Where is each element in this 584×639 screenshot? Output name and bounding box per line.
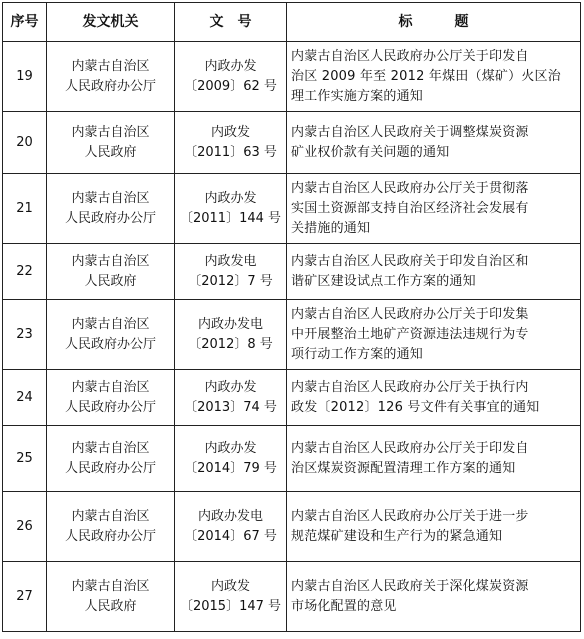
doc-number-line: 〔2015〕147 号 — [179, 598, 282, 614]
title-line: 中开展整治土地矿产资源违法违规行为专 — [291, 326, 529, 342]
issuer-line: 内蒙古自治区 — [71, 379, 150, 395]
doc-number-line: 内政发电 — [204, 253, 257, 269]
title-line: 谐矿区建设试点工作方案的通知 — [291, 273, 476, 289]
issuer-line: 人民政府办公厅 — [64, 399, 156, 415]
issuer-cell — [47, 492, 175, 562]
doc-number-line: 内政办发 — [204, 379, 257, 395]
doc-number-cell — [175, 42, 287, 112]
table-row — [3, 562, 581, 632]
doc-number-line: 内政办发 — [204, 190, 257, 206]
doc-number-line: 内政发 — [210, 578, 250, 594]
issuer-cell — [47, 42, 175, 112]
title-cell — [287, 112, 581, 174]
issuer-line: 内蒙古自治区 — [71, 316, 150, 332]
table-row — [3, 244, 581, 300]
issuer-line: 人民政府办公厅 — [64, 528, 156, 544]
title-cell — [287, 492, 581, 562]
header-title: 标 题 — [287, 3, 581, 42]
doc-number-line: 内政办发 — [204, 58, 257, 74]
title-cell — [287, 244, 581, 300]
issuer-cell — [47, 300, 175, 370]
doc-number-cell — [175, 300, 287, 370]
issuer-line: 内蒙古自治区 — [71, 124, 150, 140]
row-number: 19 — [3, 42, 47, 112]
issuer-line: 人民政府办公厅 — [64, 78, 156, 94]
title-line: 理工作实施方案的通知 — [291, 88, 424, 104]
table-row — [3, 112, 581, 174]
header-issuer: 发文机关 — [47, 3, 175, 42]
title-line: 内蒙古自治区人民政府关于深化煤炭资源 — [291, 578, 529, 594]
title-cell — [287, 562, 581, 632]
row-number: 20 — [3, 112, 47, 174]
doc-number-cell — [175, 174, 287, 244]
header-row — [3, 3, 581, 42]
issuer-cell — [47, 174, 175, 244]
doc-number-cell — [175, 492, 287, 562]
title-line: 治区 2009 年至 2012 年煤田（煤矿）火区治 — [291, 68, 561, 84]
row-number: 23 — [3, 300, 47, 370]
table-row — [3, 426, 581, 492]
issuer-line: 内蒙古自治区 — [71, 253, 150, 269]
doc-number-line: 内政办发电 — [197, 508, 263, 524]
issuer-line: 人民政府办公厅 — [64, 336, 156, 352]
title-line: 治区煤炭资源配置清理工作方案的通知 — [291, 460, 516, 476]
title-cell — [287, 174, 581, 244]
doc-number-cell — [175, 112, 287, 174]
doc-number-line: 〔2014〕67 号 — [184, 528, 277, 544]
title-line: 关措施的通知 — [291, 220, 371, 236]
doc-number-line: 内政办发电 — [197, 316, 263, 332]
issuer-line: 人民政府 — [84, 273, 137, 289]
header-num: 序号 — [3, 3, 47, 42]
issuer-line: 人民政府 — [84, 598, 137, 614]
table-row — [3, 492, 581, 562]
title-line: 实国土资源部支持自治区经济社会发展有 — [291, 200, 529, 216]
doc-number-line: 〔2014〕79 号 — [184, 460, 277, 476]
issuer-line: 人民政府办公厅 — [64, 460, 156, 476]
issuer-line: 内蒙古自治区 — [71, 190, 150, 206]
title-line: 规范煤矿建设和生产行为的紧急通知 — [291, 528, 503, 544]
issuer-line: 内蒙古自治区 — [71, 508, 150, 524]
doc-number-line: 〔2011〕144 号 — [179, 210, 282, 226]
issuer-line: 人民政府 — [84, 144, 137, 160]
doc-number-line: 〔2012〕7 号 — [188, 273, 273, 289]
row-number: 27 — [3, 562, 47, 632]
doc-number-cell — [175, 370, 287, 426]
title-line: 内蒙古自治区人民政府办公厅关于印发自 — [291, 48, 529, 64]
issuer-line: 内蒙古自治区 — [71, 58, 150, 74]
doc-number-cell — [175, 562, 287, 632]
table-row — [3, 42, 581, 112]
doc-number-line: 〔2011〕63 号 — [184, 144, 277, 160]
title-line: 内蒙古自治区人民政府办公厅关于贯彻落 — [291, 180, 529, 196]
doc-number-line: 〔2012〕8 号 — [188, 336, 273, 352]
issuer-line: 内蒙古自治区 — [71, 578, 150, 594]
issuer-cell — [47, 244, 175, 300]
title-line: 内蒙古自治区人民政府办公厅关于印发集 — [291, 306, 529, 322]
title-line: 市场化配置的意见 — [291, 598, 397, 614]
title-cell — [287, 300, 581, 370]
row-number: 22 — [3, 244, 47, 300]
issuer-line: 人民政府办公厅 — [64, 210, 156, 226]
row-number: 21 — [3, 174, 47, 244]
issuer-cell — [47, 562, 175, 632]
row-number: 26 — [3, 492, 47, 562]
doc-number-cell — [175, 244, 287, 300]
title-cell — [287, 426, 581, 492]
title-line: 内蒙古自治区人民政府关于印发自治区和 — [291, 253, 529, 269]
table-row — [3, 300, 581, 370]
title-line: 内蒙古自治区人民政府办公厅关于进一步 — [291, 508, 529, 524]
title-line: 政发〔2012〕126 号文件有关事宜的通知 — [291, 399, 540, 415]
doc-number-line: 内政办发 — [204, 440, 257, 456]
doc-number-line: 〔2013〕74 号 — [184, 399, 277, 415]
doc-number-cell — [175, 426, 287, 492]
issuer-cell — [47, 370, 175, 426]
title-cell — [287, 42, 581, 112]
row-number: 25 — [3, 426, 47, 492]
row-number: 24 — [3, 370, 47, 426]
header-docno: 文 号 — [175, 3, 287, 42]
table-row — [3, 174, 581, 244]
title-line: 内蒙古自治区人民政府办公厅关于印发自 — [291, 440, 529, 456]
issuer-cell — [47, 112, 175, 174]
issuer-line: 内蒙古自治区 — [71, 440, 150, 456]
doc-number-line: 内政发 — [210, 124, 250, 140]
issuer-cell — [47, 426, 175, 492]
title-line: 内蒙古自治区人民政府关于调整煤炭资源 — [291, 124, 529, 140]
title-line: 内蒙古自治区人民政府办公厅关于执行内 — [291, 379, 529, 395]
table-row — [3, 370, 581, 426]
doc-number-line: 〔2009〕62 号 — [184, 78, 277, 94]
title-line: 项行动工作方案的通知 — [291, 346, 424, 362]
title-line: 矿业权价款有关问题的通知 — [291, 144, 450, 160]
regulations-table — [2, 2, 581, 632]
title-cell — [287, 370, 581, 426]
